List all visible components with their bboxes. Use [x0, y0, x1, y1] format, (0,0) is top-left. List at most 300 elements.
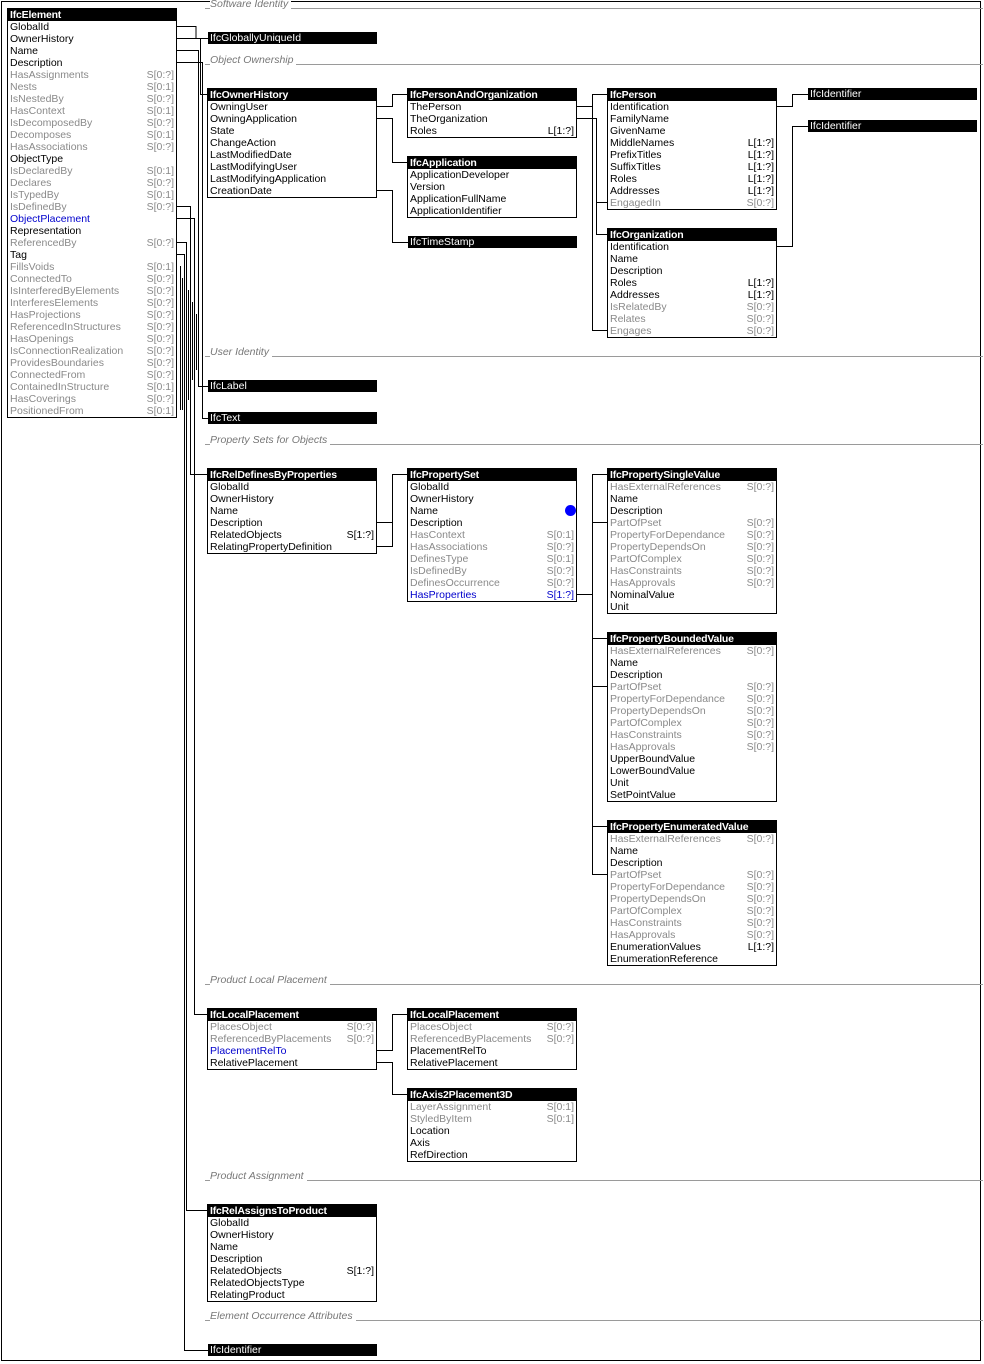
attribute-row[interactable]	[8, 105, 176, 117]
attribute-cardinality: S[0:?]	[746, 905, 774, 917]
type-tag-label[interactable]: IfcLabel	[208, 380, 377, 392]
entity-title[interactable]: IfcPropertySingleValue	[608, 469, 776, 481]
attribute-name: HasConstraints	[610, 565, 682, 577]
attribute-row[interactable]	[608, 669, 776, 681]
attribute-name: Engages	[610, 325, 652, 337]
attribute-row[interactable]	[8, 45, 176, 57]
attribute-name: ProvidesBoundaries	[10, 357, 104, 369]
entity-ifc-axis2-placement-3d[interactable]	[407, 1088, 577, 1162]
attribute-row[interactable]	[608, 917, 776, 929]
entity-ifc-person[interactable]	[607, 88, 777, 210]
attribute-row[interactable]	[608, 833, 776, 845]
attribute-row[interactable]	[408, 553, 576, 565]
attribute-name: Unit	[610, 601, 629, 613]
entity-ifc-property-bounded-value[interactable]	[607, 632, 777, 802]
attribute-name: FamilyName	[610, 113, 669, 125]
attribute-name: ChangeAction	[210, 137, 276, 149]
entity-title[interactable]: IfcPropertyBoundedValue	[608, 633, 776, 645]
attribute-row[interactable]	[408, 589, 576, 601]
attribute-name: HasAssignments	[10, 69, 89, 81]
attribute-row[interactable]	[408, 193, 576, 205]
attribute-row[interactable]	[208, 1033, 376, 1045]
attribute-name: IsDecomposedBy	[10, 117, 93, 129]
attribute-row[interactable]	[208, 529, 376, 541]
attribute-row[interactable]	[8, 225, 176, 237]
attribute-row[interactable]	[208, 113, 376, 125]
attribute-name: Description	[210, 517, 263, 529]
attribute-row[interactable]	[608, 705, 776, 717]
entity-title[interactable]: IfcOrganization	[608, 229, 776, 241]
entity-ifc-property-enumerated-value[interactable]	[607, 820, 777, 966]
attribute-cardinality: S[0:?]	[346, 1021, 374, 1033]
attribute-cardinality: S[0:?]	[746, 681, 774, 693]
attribute-name: Unit	[610, 777, 629, 789]
attribute-row[interactable]	[608, 765, 776, 777]
attribute-row[interactable]	[208, 1241, 376, 1253]
entity-title[interactable]: IfcOwnerHistory	[208, 89, 376, 101]
attribute-row[interactable]	[408, 529, 576, 541]
attribute-name: Identification	[610, 101, 669, 113]
attribute-row[interactable]	[208, 125, 376, 137]
attribute-name: TheOrganization	[410, 113, 488, 125]
attribute-row[interactable]	[608, 693, 776, 705]
attribute-row[interactable]	[8, 33, 176, 45]
attribute-name: HasConstraints	[610, 917, 682, 929]
attribute-name: PartOfPset	[610, 517, 662, 529]
attribute-name: InterferesElements	[10, 297, 99, 309]
attribute-cardinality: L[1:?]	[747, 137, 774, 149]
attribute-row[interactable]	[608, 881, 776, 893]
attribute-cardinality: S[0:?]	[146, 117, 174, 129]
attribute-row[interactable]	[608, 929, 776, 941]
attribute-name: Name	[410, 505, 439, 517]
attribute-cardinality: S[0:?]	[746, 869, 774, 881]
attribute-row[interactable]	[8, 189, 176, 201]
attribute-row[interactable]	[608, 741, 776, 753]
attribute-row[interactable]	[8, 165, 176, 177]
attribute-cardinality: L[1:?]	[747, 173, 774, 185]
attribute-name: ConnectedTo	[10, 273, 72, 285]
attribute-row[interactable]	[8, 345, 176, 357]
attribute-name: OwnerHistory	[210, 1229, 274, 1241]
attribute-cardinality: S[0:?]	[146, 69, 174, 81]
attribute-name: PrefixTitles	[610, 149, 662, 161]
attribute-row[interactable]	[208, 493, 376, 505]
entity-title[interactable]: IfcElement	[8, 9, 176, 21]
attribute-row[interactable]	[408, 541, 576, 553]
attribute-cardinality: S[0:1]	[546, 1113, 574, 1125]
attribute-row[interactable]	[408, 205, 576, 217]
attribute-row[interactable]	[608, 553, 776, 565]
entity-title[interactable]: IfcPerson	[608, 89, 776, 101]
attribute-row[interactable]	[208, 101, 376, 113]
attribute-row[interactable]	[608, 657, 776, 669]
attribute-name: ReferencedBy	[10, 237, 77, 249]
attribute-row[interactable]	[608, 941, 776, 953]
attribute-cardinality: S[0:?]	[146, 393, 174, 405]
attribute-name: LastModifyingUser	[210, 161, 297, 173]
attribute-cardinality: S[0:1]	[146, 129, 174, 141]
attribute-row[interactable]	[208, 1045, 376, 1057]
attribute-row[interactable]	[408, 1149, 576, 1161]
attribute-row[interactable]	[208, 517, 376, 529]
attribute-row[interactable]	[208, 1265, 376, 1277]
attribute-row[interactable]	[208, 1289, 376, 1301]
section-property-sets: Property Sets for Objects	[205, 444, 983, 457]
attribute-row[interactable]	[608, 717, 776, 729]
attribute-row[interactable]	[208, 1229, 376, 1241]
attribute-row[interactable]	[608, 481, 776, 493]
attribute-row[interactable]	[8, 261, 176, 273]
attribute-row[interactable]	[608, 601, 776, 613]
attribute-row[interactable]	[208, 1253, 376, 1265]
attribute-name: Name	[610, 657, 639, 669]
attribute-row[interactable]	[8, 177, 176, 189]
attribute-row[interactable]	[408, 565, 576, 577]
attribute-row[interactable]	[408, 481, 576, 493]
attribute-name: RelatedObjectsType	[210, 1277, 305, 1289]
attribute-name: GlobalId	[10, 21, 50, 33]
attribute-name: PropertyDependsOn	[610, 893, 706, 905]
attribute-row[interactable]	[408, 113, 576, 125]
attribute-row[interactable]	[8, 369, 176, 381]
attribute-cardinality: L[1:?]	[747, 161, 774, 173]
attribute-cardinality: S[0:1]	[146, 381, 174, 393]
section-product-assignment: Product Assignment	[205, 1180, 983, 1193]
attribute-name: DefinesOccurrence	[410, 577, 500, 589]
attribute-name: PartOfPset	[610, 869, 662, 881]
attribute-row[interactable]	[8, 129, 176, 141]
attribute-cardinality: S[0:?]	[746, 197, 774, 209]
attribute-name: PropertyForDependance	[610, 693, 725, 705]
attribute-row[interactable]	[8, 21, 176, 33]
attribute-name: HasOpenings	[10, 333, 74, 345]
attribute-row[interactable]	[8, 285, 176, 297]
attribute-name: RelatingProduct	[210, 1289, 285, 1301]
attribute-name: OwningUser	[210, 101, 268, 113]
entity-ifc-element[interactable]	[7, 8, 177, 418]
attribute-name: HasCoverings	[10, 393, 76, 405]
attribute-row[interactable]	[8, 93, 176, 105]
attribute-row[interactable]	[8, 213, 176, 225]
attribute-name: PositionedFrom	[10, 405, 84, 417]
attribute-row[interactable]	[408, 1101, 576, 1113]
type-tag-globally-unique-id[interactable]: IfcGloballyUniqueId	[208, 32, 377, 44]
attribute-name: Declares	[10, 177, 52, 189]
entity-ifc-person-and-organization[interactable]	[407, 88, 577, 138]
attribute-cardinality: S[0:1]	[146, 189, 174, 201]
attribute-row[interactable]	[608, 505, 776, 517]
attribute-row[interactable]	[608, 137, 776, 149]
attribute-cardinality: S[0:?]	[146, 177, 174, 189]
attribute-name: HasProjections	[10, 309, 81, 321]
attribute-row[interactable]	[8, 117, 176, 129]
attribute-name: LastModifyingApplication	[210, 173, 327, 185]
entity-ifc-rel-defines-by-properties[interactable]	[207, 468, 377, 554]
attribute-name: Description	[410, 517, 463, 529]
attribute-row[interactable]	[408, 517, 576, 529]
attribute-name: HasAssociations	[10, 141, 88, 153]
attribute-cardinality: S[0:?]	[746, 645, 774, 657]
attribute-name: Name	[10, 45, 39, 57]
entity-ifc-property-single-value[interactable]	[607, 468, 777, 614]
attribute-name: RelativePlacement	[210, 1057, 298, 1069]
entity-title[interactable]: IfcLocalPlacement	[408, 1009, 576, 1021]
attribute-row[interactable]	[208, 541, 376, 553]
entity-title[interactable]: IfcApplication	[408, 157, 576, 169]
attribute-name: PartOfComplex	[610, 905, 682, 917]
attribute-row[interactable]	[8, 81, 176, 93]
attribute-row[interactable]	[408, 101, 576, 113]
attribute-row[interactable]	[608, 845, 776, 857]
attribute-cardinality: S[0:?]	[146, 309, 174, 321]
attribute-row[interactable]	[8, 141, 176, 153]
attribute-name: HasApprovals	[610, 741, 676, 753]
attribute-row[interactable]	[608, 325, 776, 337]
entity-ifc-owner-history[interactable]	[207, 88, 377, 198]
attribute-row[interactable]	[608, 777, 776, 789]
attribute-name: DefinesType	[410, 553, 469, 565]
attribute-row[interactable]	[608, 905, 776, 917]
attribute-row[interactable]	[8, 381, 176, 393]
attribute-row[interactable]	[408, 1033, 576, 1045]
attribute-row[interactable]	[608, 577, 776, 589]
attribute-row[interactable]	[408, 125, 576, 137]
attribute-name: HasContext	[410, 529, 465, 541]
attribute-row[interactable]	[208, 161, 376, 173]
attribute-row[interactable]	[408, 1021, 576, 1033]
type-tag-text[interactable]: IfcText	[208, 412, 377, 424]
attribute-row[interactable]	[8, 237, 176, 249]
attribute-row[interactable]	[408, 1045, 576, 1057]
attribute-name: StyledByItem	[410, 1113, 472, 1125]
attribute-row[interactable]	[408, 1113, 576, 1125]
attribute-cardinality: S[0:?]	[746, 929, 774, 941]
attribute-row[interactable]	[608, 185, 776, 197]
attribute-row[interactable]	[608, 681, 776, 693]
attribute-cardinality: S[0:1]	[146, 105, 174, 117]
attribute-name: LastModifiedDate	[210, 149, 292, 161]
attribute-name: PlacementRelTo	[210, 1045, 287, 1057]
type-tag-identifier[interactable]: IfcIdentifier	[808, 120, 977, 132]
attribute-name: Axis	[410, 1137, 430, 1149]
attribute-name: Nests	[10, 81, 37, 93]
attribute-name: Description	[610, 857, 663, 869]
attribute-cardinality: S[0:?]	[146, 237, 174, 249]
attribute-row[interactable]	[8, 273, 176, 285]
attribute-name: ConnectedFrom	[10, 369, 86, 381]
type-tag-timestamp[interactable]: IfcTimeStamp	[408, 236, 577, 248]
attribute-name: Roles	[610, 277, 637, 289]
attribute-cardinality: S[0:?]	[746, 741, 774, 753]
attribute-cardinality: S[0:?]	[146, 297, 174, 309]
attribute-name: RefDirection	[410, 1149, 468, 1161]
attribute-row[interactable]	[608, 253, 776, 265]
expand-marker-icon[interactable]	[565, 505, 576, 516]
attribute-name: ReferencedByPlacements	[210, 1033, 332, 1045]
attribute-row[interactable]	[608, 149, 776, 161]
attribute-name: RelatingPropertyDefinition	[210, 541, 332, 553]
attribute-row[interactable]	[608, 313, 776, 325]
attribute-name: EnumerationReference	[610, 953, 718, 965]
entity-title[interactable]: IfcAxis2Placement3D	[408, 1089, 576, 1101]
attribute-row[interactable]	[608, 565, 776, 577]
attribute-row[interactable]	[408, 1057, 576, 1069]
attribute-cardinality: S[0:?]	[746, 717, 774, 729]
attribute-name: HasExternalReferences	[610, 481, 721, 493]
entity-ifc-local-placement-related[interactable]	[407, 1008, 577, 1070]
attribute-row[interactable]	[608, 893, 776, 905]
attribute-row[interactable]	[208, 1217, 376, 1229]
attribute-name: Description	[610, 669, 663, 681]
entity-title[interactable]: IfcRelDefinesByProperties	[208, 469, 376, 481]
attribute-cardinality: S[0:?]	[746, 693, 774, 705]
attribute-name: Description	[610, 265, 663, 277]
attribute-row[interactable]	[608, 113, 776, 125]
attribute-cardinality: S[0:?]	[746, 517, 774, 529]
attribute-row[interactable]	[208, 149, 376, 161]
attribute-cardinality: S[0:?]	[146, 333, 174, 345]
attribute-row[interactable]	[408, 181, 576, 193]
section-occurrence-attributes: Element Occurrence Attributes	[205, 1320, 983, 1333]
attribute-row[interactable]	[8, 405, 176, 417]
attribute-row[interactable]	[608, 125, 776, 137]
attribute-row[interactable]	[608, 265, 776, 277]
attribute-name: GlobalId	[410, 481, 450, 493]
attribute-row[interactable]	[608, 645, 776, 657]
attribute-row[interactable]	[208, 137, 376, 149]
attribute-row[interactable]	[8, 69, 176, 81]
attribute-name: PropertyDependsOn	[610, 705, 706, 717]
attribute-row[interactable]	[608, 517, 776, 529]
attribute-cardinality: S[0:1]	[546, 553, 574, 565]
type-tag-identifier[interactable]: IfcIdentifier	[208, 1344, 377, 1356]
attribute-name: PlacementRelTo	[410, 1045, 487, 1057]
attribute-row[interactable]	[8, 393, 176, 405]
attribute-name: IsRelatedBy	[610, 301, 667, 313]
attribute-name: PropertyForDependance	[610, 529, 725, 541]
attribute-name: PartOfComplex	[610, 553, 682, 565]
attribute-name: ReferencedInStructures	[10, 321, 121, 333]
entity-title[interactable]: IfcPropertyEnumeratedValue	[608, 821, 776, 833]
attribute-cardinality: S[0:?]	[346, 1033, 374, 1045]
entity-title[interactable]: IfcPropertySet	[408, 469, 576, 481]
attribute-row[interactable]	[608, 541, 776, 553]
type-tag-identifier[interactable]: IfcIdentifier	[808, 88, 977, 100]
attribute-name: PropertyForDependance	[610, 881, 725, 893]
attribute-row[interactable]	[608, 953, 776, 965]
attribute-row[interactable]	[608, 241, 776, 253]
attribute-cardinality: L[1:?]	[747, 289, 774, 301]
attribute-row[interactable]	[8, 321, 176, 333]
attribute-name: GlobalId	[210, 1217, 250, 1229]
attribute-name: ApplicationFullName	[410, 193, 507, 205]
entity-ifc-property-set[interactable]	[407, 468, 577, 602]
attribute-row[interactable]	[208, 481, 376, 493]
attribute-row[interactable]	[608, 277, 776, 289]
attribute-row[interactable]	[208, 1277, 376, 1289]
attribute-cardinality: S[0:?]	[146, 201, 174, 213]
attribute-row[interactable]	[208, 1021, 376, 1033]
attribute-row[interactable]	[608, 173, 776, 185]
attribute-row[interactable]	[408, 169, 576, 181]
attribute-name: Name	[210, 505, 239, 517]
entity-ifc-rel-assigns-to-product[interactable]	[207, 1204, 377, 1302]
attribute-row[interactable]	[8, 201, 176, 213]
attribute-row[interactable]	[608, 197, 776, 209]
attribute-row[interactable]	[608, 857, 776, 869]
entity-ifc-organization[interactable]	[607, 228, 777, 338]
attribute-cardinality: S[0:?]	[146, 321, 174, 333]
attribute-cardinality: S[0:1]	[546, 1101, 574, 1113]
attribute-row[interactable]	[408, 1125, 576, 1137]
attribute-row[interactable]	[208, 173, 376, 185]
attribute-row[interactable]	[608, 289, 776, 301]
attribute-row[interactable]	[608, 493, 776, 505]
attribute-row[interactable]	[608, 161, 776, 173]
attribute-name: Representation	[10, 225, 82, 237]
attribute-cardinality: L[1:?]	[747, 277, 774, 289]
attribute-row[interactable]	[608, 789, 776, 801]
attribute-name: IsInterferedByElements	[10, 285, 120, 297]
attribute-cardinality: S[0:?]	[746, 729, 774, 741]
attribute-row[interactable]	[608, 101, 776, 113]
entity-title[interactable]: IfcLocalPlacement	[208, 1009, 376, 1021]
entity-ifc-local-placement[interactable]	[207, 1008, 377, 1070]
attribute-name: Roles	[410, 125, 437, 137]
attribute-name: PlacesObject	[410, 1021, 472, 1033]
attribute-cardinality: S[0:?]	[746, 833, 774, 845]
attribute-name: MiddleNames	[610, 137, 675, 149]
attribute-row[interactable]	[8, 297, 176, 309]
attribute-cardinality: S[0:?]	[146, 345, 174, 357]
attribute-name: PartOfComplex	[610, 717, 682, 729]
attribute-row[interactable]	[608, 753, 776, 765]
attribute-row[interactable]	[8, 249, 176, 261]
attribute-name: IsDeclaredBy	[10, 165, 73, 177]
attribute-row[interactable]	[408, 577, 576, 589]
attribute-row[interactable]	[608, 869, 776, 881]
attribute-row[interactable]	[208, 505, 376, 517]
entity-title[interactable]: IfcRelAssignsToProduct	[208, 1205, 376, 1217]
attribute-row[interactable]	[608, 529, 776, 541]
attribute-row[interactable]	[208, 185, 376, 197]
attribute-name: IsNestedBy	[10, 93, 64, 105]
attribute-name: RelatedObjects	[210, 1265, 282, 1277]
entity-title[interactable]: IfcPersonAndOrganization	[408, 89, 576, 101]
attribute-row[interactable]	[8, 153, 176, 165]
section-local-placement: Product Local Placement	[205, 984, 983, 997]
attribute-cardinality: S[0:?]	[746, 565, 774, 577]
attribute-cardinality: S[1:?]	[346, 1265, 374, 1277]
attribute-row[interactable]	[8, 309, 176, 321]
attribute-row[interactable]	[208, 1057, 376, 1069]
attribute-row[interactable]	[8, 357, 176, 369]
section-object-ownership: Object Ownership	[205, 64, 983, 77]
attribute-row[interactable]	[608, 301, 776, 313]
attribute-row[interactable]	[608, 589, 776, 601]
attribute-name: ThePerson	[410, 101, 462, 113]
attribute-row[interactable]	[408, 505, 576, 517]
attribute-row[interactable]	[608, 729, 776, 741]
attribute-name: HasConstraints	[610, 729, 682, 741]
attribute-cardinality: S[1:?]	[546, 589, 574, 601]
attribute-row[interactable]	[8, 333, 176, 345]
attribute-row[interactable]	[408, 493, 576, 505]
attribute-row[interactable]	[408, 1137, 576, 1149]
attribute-row[interactable]	[8, 57, 176, 69]
entity-ifc-application[interactable]	[407, 156, 577, 218]
